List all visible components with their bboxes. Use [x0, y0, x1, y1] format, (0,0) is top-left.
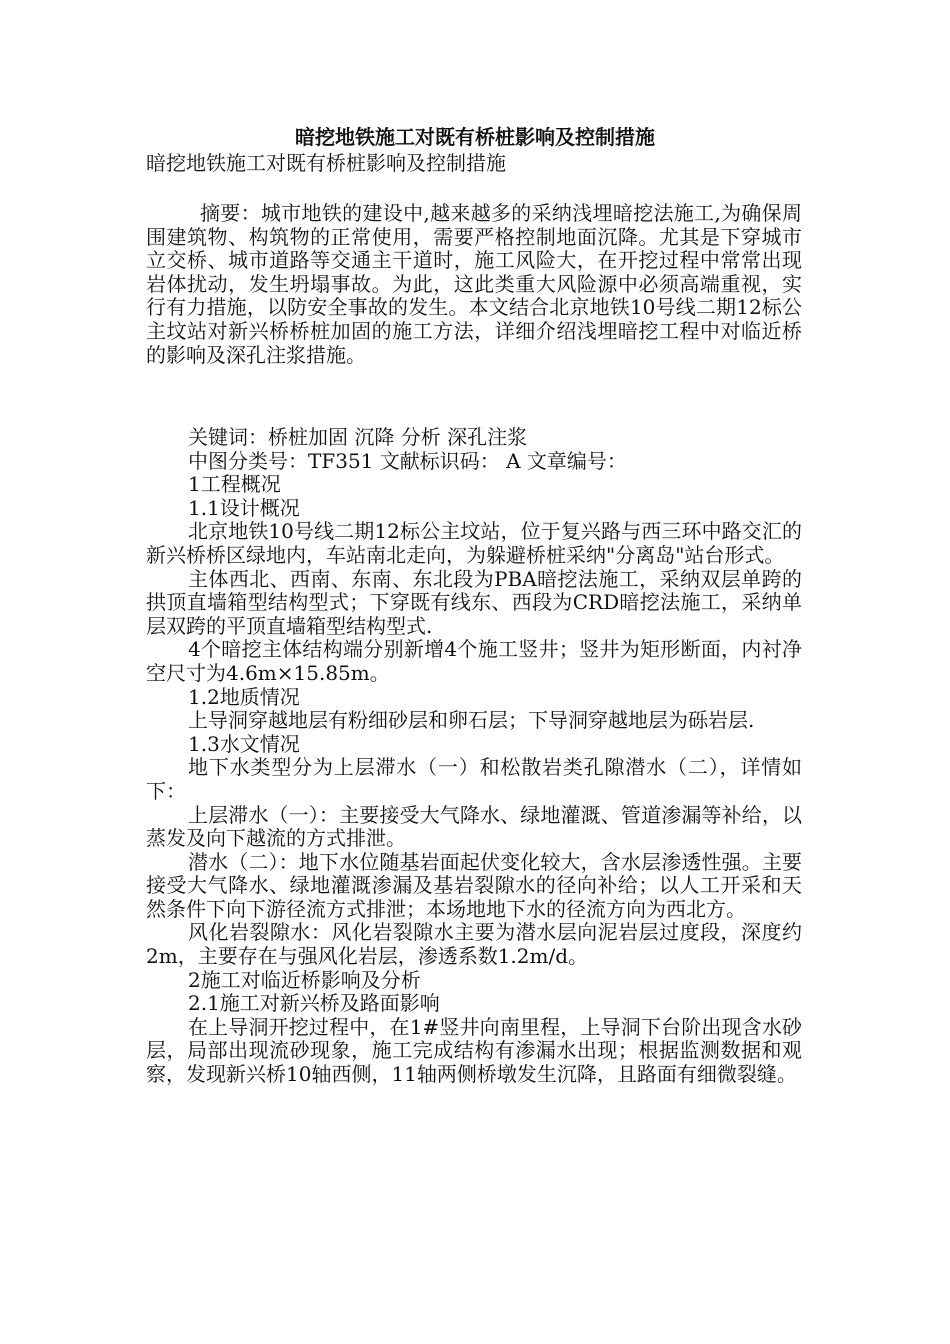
abstract-paragraph: 摘要：城市地铁的建设中,越来越多的采纳浅埋暗挖法施工,为确保周围建筑物、构筑物的正常使用，需要严格控制地面沉降。尤其是下穿城市立交桥、城市道路等交通主干道时，施工风险大，在开挖过程中常常出现岩体扰动，发生坍塌事故。为此，这此类重大风险源中必须高端重视，实行有力措施，以防安全事故的发生。本文结合北京地铁10号线二期12标公主坟站对新兴桥桥桩加固的施工方法，详细介绍浅埋暗挖工程中对临近桥的影响及深孔注浆措施。	[146, 201, 802, 367]
document-title: 暗挖地铁施工对既有桥桩影响及控制措施	[295, 125, 655, 149]
body-paragraph: 风化岩裂隙水：风化岩裂隙水主要为潜水层向泥岩层过度段，深度约2m，主要存在与强风化岩层，渗透系数1.2m/d。	[146, 920, 802, 969]
section-heading: 1.1设计概况	[188, 495, 300, 520]
section-heading: 1.3水文情况	[188, 731, 300, 756]
body-paragraph: 4个暗挖主体结构端分别新增4个施工竖井；竖井为矩形断面，内衬净空尺寸为4.6m×15.85m。	[146, 637, 802, 685]
section-heading: 1.2地质情况	[188, 684, 300, 709]
section-heading: 2.1施工对新兴桥及路面影响	[188, 991, 440, 1016]
body-paragraph: 潜水（二）：地下水位随基岩面起伏变化较大，含水层渗透性强。主要接受大气降水、绿地灌溉渗漏及基岩裂隙水的径向补给；以人工开采和天然条件下向下游径流方式排泄；本场地地下水的径流方向为西北方。	[146, 849, 802, 921]
keywords-line: 关键词：桥桩加固 沉降 分析 深孔注浆	[188, 425, 528, 449]
classification-line: 中图分类号：TF351 文献标识码： A 文章编号：	[188, 448, 627, 473]
body-paragraph: 上导洞穿越地层有粉细砂层和卵石层；下导洞穿越地层为砾岩层.	[188, 708, 755, 733]
body-paragraph: 主体西北、西南、东南、东北段为PBA暗挖法施工，采纳双层单跨的拱顶直墙箱型结构型式；下穿既有线东、西段为CRD暗挖法施工，采纳单层双跨的平顶直墙箱型结构型式.	[146, 566, 802, 638]
document-subtitle: 暗挖地铁施工对既有桥桩影响及控制措施	[146, 151, 506, 175]
body-paragraph: 上层滞水（一）：主要接受大气降水、绿地灌溉、管道渗漏等补给，以蒸发及向下越流的方式排泄。	[146, 802, 802, 851]
body-paragraph: 在上导洞开挖过程中，在1#竖井向南里程，上导洞下台阶出现含水砂层，局部出现流砂现象，施工完成结构有渗漏水出现；根据监测数据和观察，发现新兴桥10轴西侧，11轴两侧桥墩发生沉降，且路面有细微裂缝。	[146, 1014, 802, 1087]
section-heading: 1工程概况	[188, 472, 281, 497]
document-body	[146, 426, 802, 1087]
section-heading: 2施工对临近桥影响及分析	[188, 967, 421, 992]
body-paragraph: 地下水类型分为上层滞水（一）和松散岩类孔隙潜水（二），详情如下：	[146, 755, 802, 803]
body-paragraph: 北京地铁10号线二期12标公主坟站，位于复兴路与西三环中路交汇的新兴桥桥区绿地内，车站南北走向，为躲避桥桩采纳"分离岛"站台形式。	[146, 519, 802, 567]
